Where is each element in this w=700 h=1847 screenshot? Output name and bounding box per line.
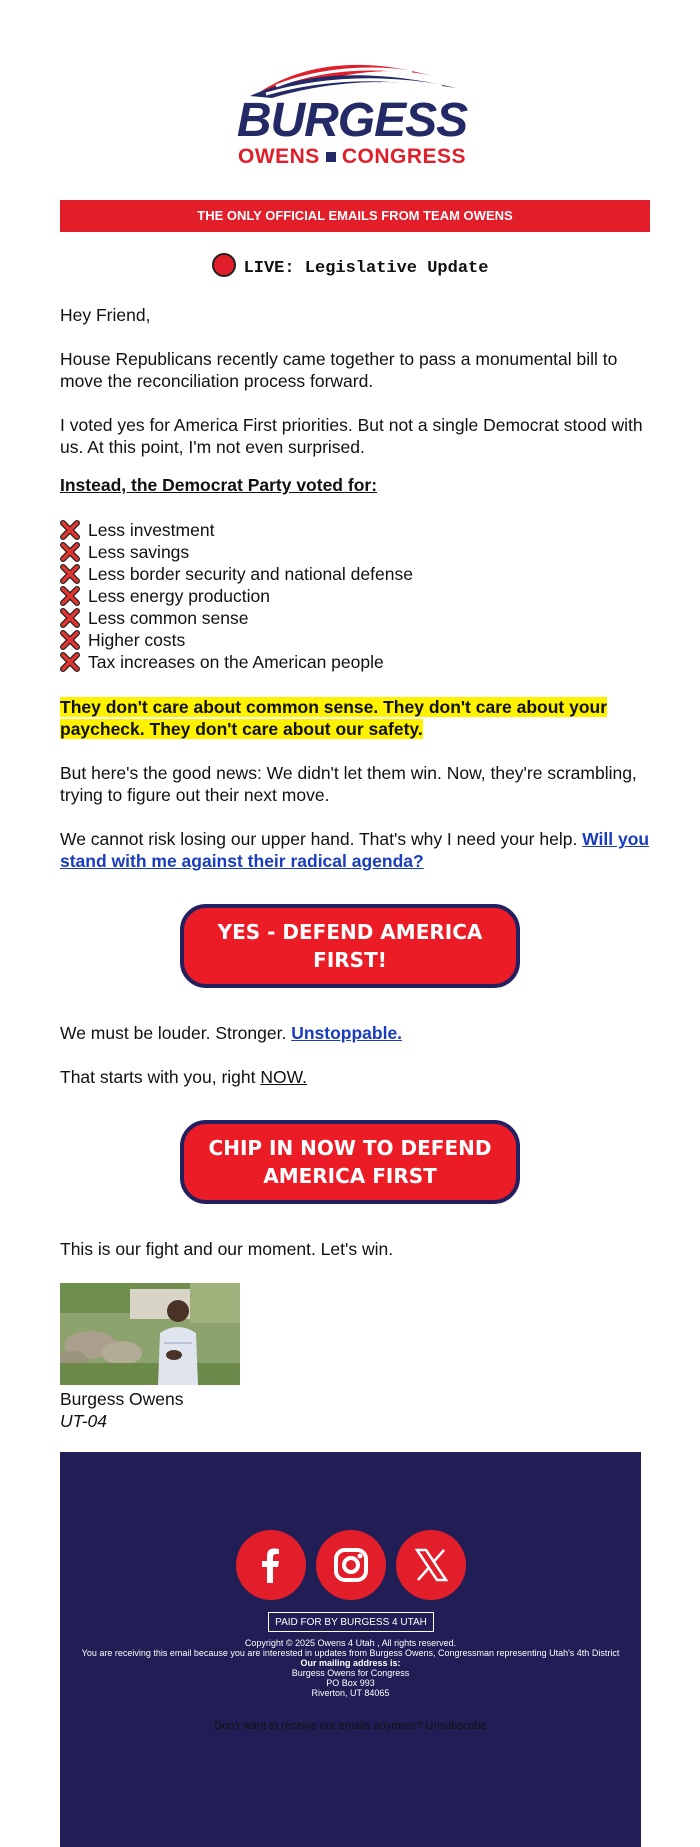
mailing-address-label: Our mailing address is: <box>300 1658 401 1668</box>
signature-district: UT-04 <box>60 1411 108 1431</box>
stand-with-me-link[interactable]: Will you stand with me against their radical agenda? <box>60 829 650 871</box>
red-circle-icon <box>212 253 236 277</box>
unstoppable-link[interactable]: Unstoppable. <box>291 1023 403 1043</box>
unsubscribe-link[interactable]: Don't want to receive our emails anymore? Unsubscribe <box>214 1720 487 1732</box>
logo-name: BURGESS <box>236 94 468 147</box>
flag-swoosh-graphic <box>232 58 472 98</box>
mailing-address-line1: Burgess Owens for Congress <box>291 1668 410 1678</box>
instagram-button[interactable] <box>316 1530 386 1600</box>
list-item: Less border security and national defense <box>60 563 650 585</box>
greeting: Hey Friend, <box>60 305 151 325</box>
democrat-voted-heading: Instead, the Democrat Party voted for: <box>60 475 378 495</box>
live-label: LIVE: Legislative Update <box>243 259 489 278</box>
logo-subtitle <box>232 146 472 168</box>
cross-mark-icon <box>60 564 80 584</box>
paragraph-starts-with-you: That starts with you, right NOW. <box>60 1067 308 1087</box>
list-item: Less savings <box>60 541 650 563</box>
highlighted-statement: They don't care about common sense. They don't care about your paycheck. They don't care about our safety. <box>60 697 608 739</box>
paragraph-louder: We must be louder. Stronger. Unstoppable. <box>60 1023 403 1043</box>
instagram-icon <box>331 1545 371 1585</box>
paragraph-good-news: But here's the good news: We didn't let them win. Now, they're scrambling, trying to figure out their next move. <box>60 763 637 805</box>
voted-for-list <box>60 519 650 673</box>
cross-mark-icon <box>60 630 80 650</box>
utah-shape-icon <box>326 152 336 162</box>
cross-mark-icon <box>60 608 80 628</box>
copyright-text: Copyright © 2025 Owens 4 Utah , All rights reserved. <box>244 1638 457 1648</box>
live-update-heading <box>0 253 700 278</box>
cross-mark-icon <box>60 586 80 606</box>
list-item: Higher costs <box>60 629 650 651</box>
official-emails-banner: THE ONLY OFFICIAL EMAILS FROM TEAM OWENS <box>60 200 650 232</box>
defend-america-first-button[interactable]: YES - DEFEND AMERICA FIRST! <box>180 904 520 988</box>
paragraph-reconciliation: House Republicans recently came together to pass a monumental bill to move the reconciliation process forward. <box>60 349 618 391</box>
list-item: Tax increases on the American people <box>60 651 650 673</box>
x-button[interactable] <box>396 1530 466 1600</box>
paragraph-need-help: We cannot risk losing our upper hand. That's why I need your help. Will you stand with me against their radical agenda? <box>60 829 650 871</box>
mailing-address-line3: Riverton, UT 84065 <box>311 1688 390 1698</box>
footer <box>60 1452 641 1847</box>
cross-mark-icon <box>60 542 80 562</box>
candidate-photo <box>60 1283 240 1385</box>
list-item: Less common sense <box>60 607 650 629</box>
mailing-address-line2: PO Box 993 <box>326 1678 375 1688</box>
logo-subtitle-left: OWENS <box>237 145 320 168</box>
list-item: Less energy production <box>60 585 650 607</box>
campaign-logo <box>232 58 472 170</box>
cross-mark-icon <box>60 652 80 672</box>
cross-mark-icon <box>60 520 80 540</box>
chip-in-button[interactable]: CHIP IN NOW TO DEFEND AMERICA FIRST <box>180 1120 520 1204</box>
subscription-reason: You are receiving this email because you are interested in updates from Burgess Owens, Congressman representing Utah's 4th District <box>81 1648 620 1658</box>
now-link[interactable]: NOW. <box>260 1067 308 1087</box>
paid-for-by-notice: PAID FOR BY BURGESS 4 UTAH <box>268 1612 434 1632</box>
facebook-icon <box>251 1545 291 1585</box>
list-item: Less investment <box>60 519 650 541</box>
signature-name: Burgess Owens <box>60 1389 184 1409</box>
paragraph-our-fight: This is our fight and our moment. Let's win. <box>60 1239 394 1259</box>
logo-subtitle-right: CONGRESS <box>341 145 467 168</box>
paragraph-voted-yes: I voted yes for America First priorities. But not a single Democrat stood with us. At this point, I'm not even surprised. <box>60 415 643 457</box>
facebook-button[interactable] <box>236 1530 306 1600</box>
x-icon <box>411 1545 451 1585</box>
